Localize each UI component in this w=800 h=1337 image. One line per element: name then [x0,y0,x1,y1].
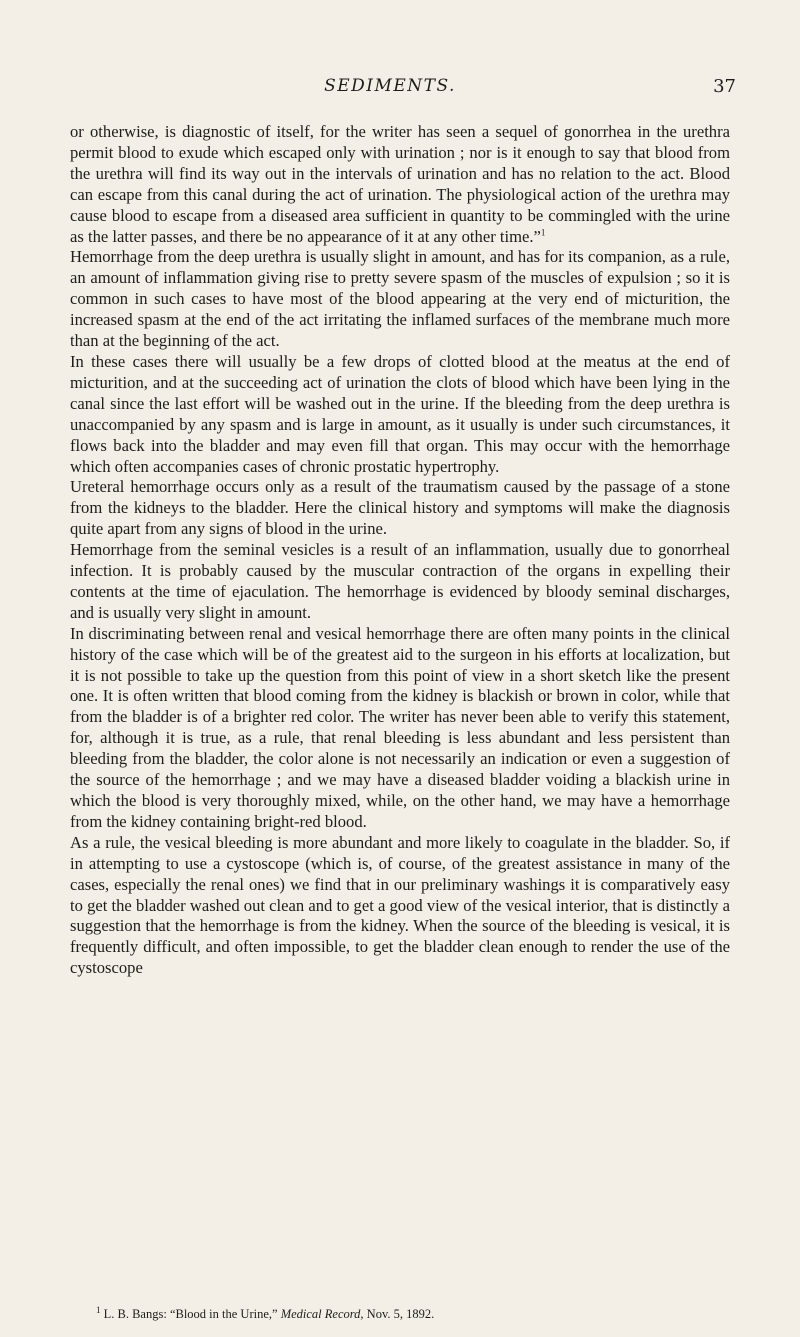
paragraph: In these cases there will usually be a few drops of clotted blood at the meatus at the end of micturition, and at the succeeding act of urination the clots of blood which have been lying in the canal since the last effort will be washed out in the urine. If the bleeding from the deep urethra is unaccompanied by any spasm and is large in amount, as it usually is under such circumstances, it flows back into the bladder and may even fill that organ. This may occur with the hemorrhage which often accompanies cases of chronic prostatic hypertrophy. [70,351,730,476]
footnote [96,1306,716,1322]
page-number: 37 [713,76,736,97]
footnote-journal: Medical Record, [280,1307,364,1321]
footnote-author: L. B. Bangs: [103,1307,167,1321]
footnote-marker: 1 [96,1304,101,1315]
footnote-date: Nov. 5, 1892. [366,1307,435,1321]
paragraph: Hemorrhage from the seminal vesicles is a result of an inflammation, usually due to gonorrheal infection. It is probably caused by the muscular contraction of the organs in expelling their contents at the time of ejaculation. The hemorrhage is evidenced by bloody seminal discharges, and is usually very slight in amount. [70,540,730,622]
running-head [70,76,736,100]
paragraph: Hemorrhage from the deep urethra is usually slight in amount, and has for its companion, as a rule, an amount of inflammation giving rise to pretty severe spasm of the muscles of expulsion ; so it is common in such cases to have most of the blood appearing at the very end of micturition, the increased spasm at the end of the act irritating the inflamed surfaces of the membrane much more than at the beginning of the act. [70,247,730,351]
paragraph: As a rule, the vesical bleeding is more abundant and more likely to coagulate in the bladder. So, if in attempting to use a cystoscope (which is, of course, of the greatest assistance in many of the cases, especially the renal ones) we find that in our preliminary washings it is comparatively easy to get the bladder washed out clean and to get a good view of the vesical interior, that is distinctly a suggestion that the hemorrhage is from the kidney. When the source of the bleeding is vesical, it is frequently difficult, and often impossible, to get the bladder clean enough to render the use of the cystoscope [70,832,730,978]
paragraph: Ureteral hemorrhage occurs only as a result of the traumatism caused by the passage of a stone from the kidneys to the bladder. Here the clinical history and symptoms will make the diagnosis quite apart from any signs of blood in the urine. [70,477,730,539]
paragraph-text: or otherwise, is diagnostic of itself, for the writer has seen a sequel of gonorrhea in the urethra permit blood to exude which escaped only with urination ; nor is it enough to say that blood from the urethra will find its way out in the intervals of urination and has no relation to the act. Blood can escape from this canal during the act of urination. The physiological action of the urethra may cause blood to escape from a diseased area sufficient in quantity to be commingled with the urine as the latter passes, and there be no appearance of it at any other time.” [70,122,730,246]
footnote-title: “Blood in the Urine,” [169,1307,278,1321]
paragraph [70,122,730,247]
paragraph: In discriminating between renal and vesical hemorrhage there are often many points in the clinical history of the case which will be of the greatest aid to the surgeon in his efforts at localization, but it is not possible to take up the question from this point of view in a short sketch like the present one. It is often written that blood coming from the kidney is blackish or brown in color, while that from the bladder is of a brighter red color. The writer has never been able to verify this statement, for, although it is true, as a rule, that renal bleeding is less abundant and less persistent than bleeding from the bladder, the color alone is not necessarily an indication or even a suggestion of the source of the hemorrhage ; and we may have a diseased bladder voiding a blackish urine in which the blood is very thoroughly mixed, while, on the other hand, we may have a hemorrhage from the kidney containing bright-red blood. [70,623,730,831]
footnote-ref: 1 [540,227,546,237]
running-title: SEDIMENTS. [324,76,456,96]
body-text [70,122,730,979]
